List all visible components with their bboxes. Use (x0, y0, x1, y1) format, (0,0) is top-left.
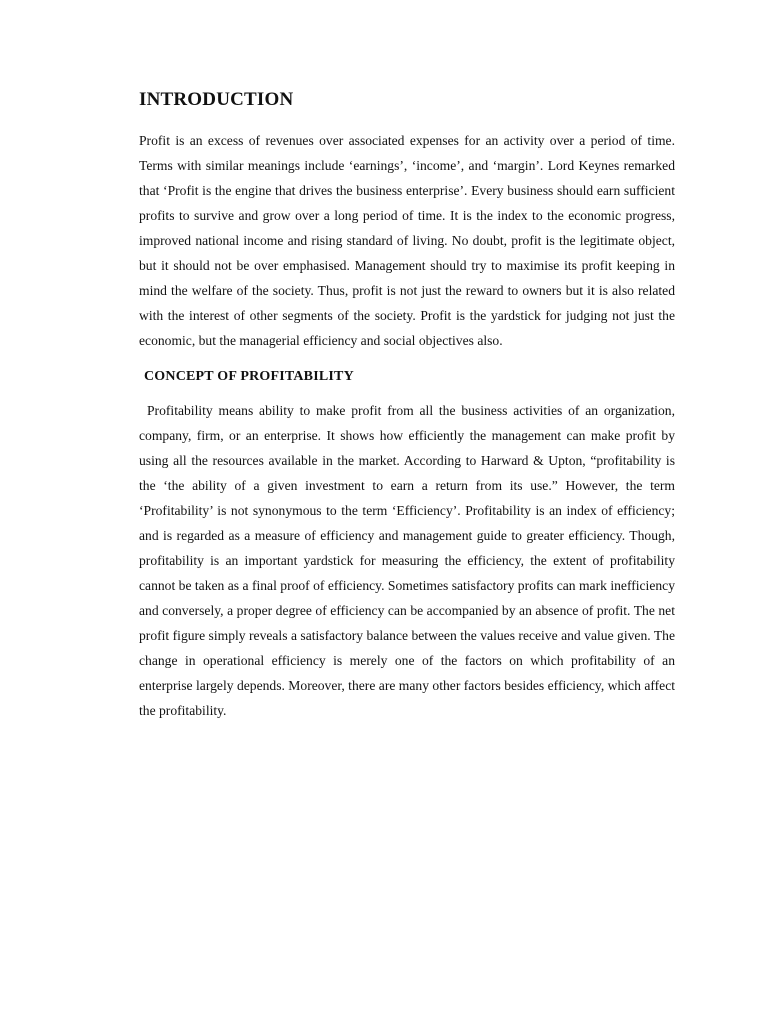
heading-concept-of-profitability: CONCEPT OF PROFITABILITY (144, 369, 354, 384)
document-body (139, 86, 675, 723)
paragraph-concept-of-profitability: Profitability means ability to make profit from all the business activities of an organization, company, firm, or an enterprise. It shows how efficiently the management can make profit by using all the resources available in the market. According to Harward & Upton, “profitability is the ‘the ability of a given investment to earn a return from its use.” However, the term ‘Profitability’ is not synonymous to the term ‘Efficiency’. Profitability is an index of efficiency; and is regarded as a measure of efficiency and management guide to greater efficiency. Though, profitability is an important yardstick for measuring the efficiency, the extent of profitability cannot be taken as a final proof of efficiency. Sometimes satisfactory profits can mark inefficiency and conversely, a proper degree of efficiency can be accompanied by an absence of profit. The net profit figure simply reveals a satisfactory balance between the values receive and value given. The change in operational efficiency is merely one of the factors on which profitability of an enterprise largely depends. Moreover, there are many other factors besides efficiency, which affect the profitability. (139, 403, 675, 718)
paragraph-introduction: Profit is an excess of revenues over associated expenses for an activity over a period of time. Terms with similar meanings include ‘earnings’, ‘income’, and ‘margin’. Lord Keynes remarked that ‘Profit is the engine that drives the business enterprise’. Every business should earn sufficient profits to survive and grow over a long period of time. It is the index to the economic progress, improved national income and rising standard of living. No doubt, profit is the legitimate object, but it should not be over emphasised. Management should try to maximise its profit keeping in mind the welfare of the society. Thus, profit is not just the reward to owners but it is also related with the interest of other segments of the society. Profit is the yardstick for judging not just the economic, but the managerial efficiency and social objectives also. (139, 133, 675, 348)
heading-introduction: INTRODUCTION (139, 89, 294, 110)
